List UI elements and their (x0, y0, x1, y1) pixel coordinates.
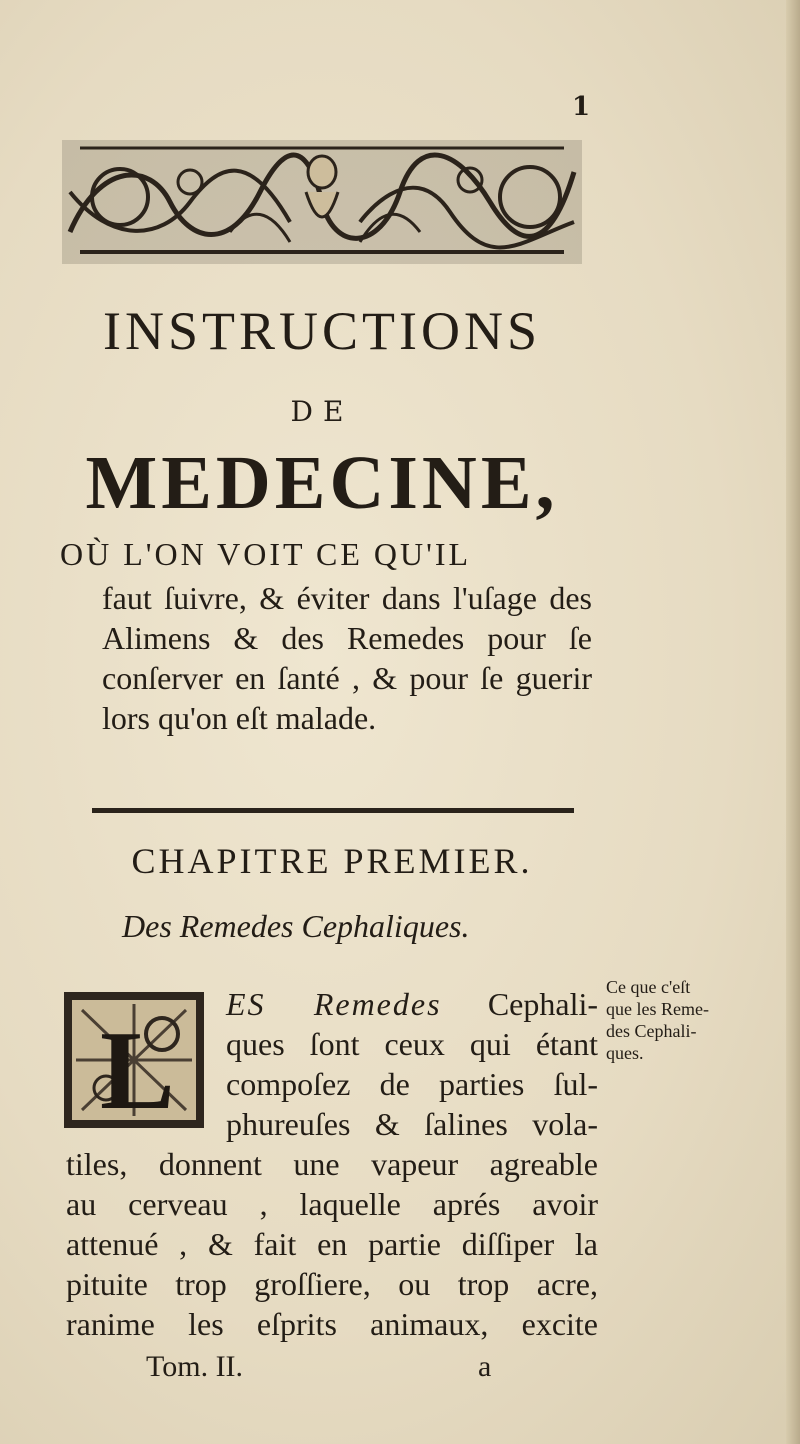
section-heading: Des Remedes Cephaliques. (122, 908, 470, 944)
title-medecine: MEDECINE, (85, 441, 559, 525)
paragraph-line: compoſez de parties ſul- (226, 1066, 598, 1102)
signature-mark: a (478, 1350, 492, 1383)
paragraph-opening (226, 984, 598, 1144)
chapter-heading: CHAPITRE PREMIER. (131, 841, 533, 881)
volume-mark: Tom. II. (146, 1350, 244, 1383)
svg-text:L: L (100, 1009, 175, 1130)
margin-note-line: Ce que c'eſt (606, 977, 691, 997)
margin-note-line: que les Reme- (606, 999, 709, 1019)
paragraph-line: ques ſont ceux qui étant (226, 1026, 598, 1062)
page-number: 1 (572, 92, 591, 122)
paragraph-line: attenué , & fait en partie diſſiper la (66, 1226, 598, 1262)
paragraph-line: ranime les eſprits animaux, excite (66, 1306, 598, 1342)
title-subtitle: OÙ L'ON VOIT CE QU'IL (60, 536, 472, 572)
page-edge (786, 0, 800, 1444)
paragraph-line: pituite trop groſſiere, ou trop acre, (66, 1266, 598, 1302)
title-description: faut ſuivre, & éviter dans l'uſage des Alimens & des Remedes pour ſe conſerver en ſanté , & pour ſe guerir lors qu'on eſt malade. (102, 580, 592, 736)
paragraph-line: ES Remedes Cephali- (226, 986, 599, 1022)
paragraph-continuation (66, 1144, 598, 1344)
paragraph-line: au cerveau , laquelle aprés avoir (66, 1186, 598, 1222)
title-instructions: INSTRUCTIONS (102, 301, 542, 361)
paragraph-line: phureuſes & ſalines vola- (226, 1106, 598, 1142)
margin-note (606, 976, 766, 1064)
decorated-initial-l (62, 990, 206, 1130)
title-de: DE (290, 395, 354, 428)
paragraph-line: tiles, donnent une vapeur agreable (66, 1146, 598, 1182)
margin-note-line: des Cephali- (606, 1021, 697, 1041)
horizontal-rule (92, 808, 574, 813)
ornamental-headpiece (60, 132, 584, 270)
margin-note-line: ques. (606, 1043, 644, 1063)
